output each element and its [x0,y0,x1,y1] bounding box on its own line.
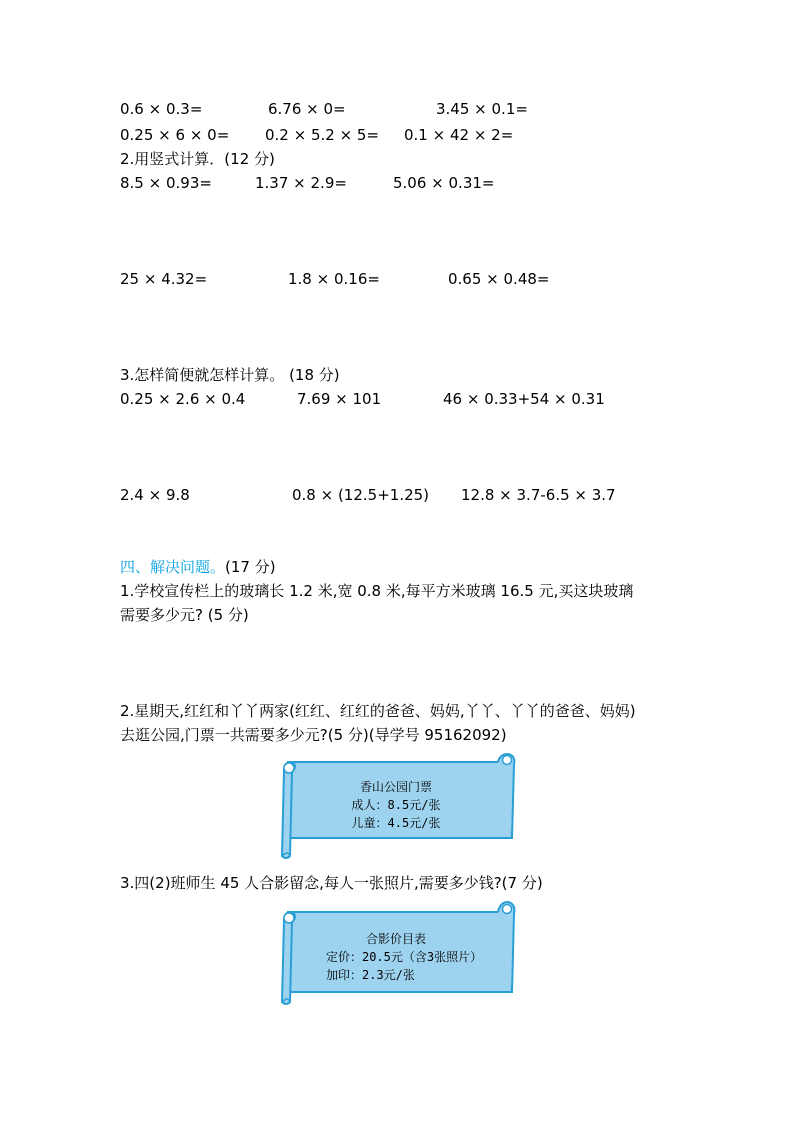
q3-row2-item3: 12.8 × 3.7-6.5 × 3.7 [461,486,616,504]
oral-row2-item1: 0.25 × 6 × 0= [120,126,230,144]
q2-row2-item2: 1.8 × 0.16= [288,270,380,288]
q2-row1-item3: 5.06 × 0.31= [393,174,495,192]
price-list-extra: 加印：2.3元/张 [326,968,415,982]
oral-row1-item2: 6.76 × 0= [268,100,346,118]
q2-row2-item3: 0.65 × 0.48= [448,270,550,288]
q3-row1-item3: 46 × 0.33+54 × 0.31 [443,390,605,408]
problem2-line2: 去逛公园,门票一共需要多少元?(5 分)(导学号 95162092) [120,726,507,744]
ticket-title: 香山公园门票 [359,780,432,794]
q3-row2-item1: 2.4 × 9.8 [120,486,190,504]
q3-row1-item1: 0.25 × 2.6 × 0.4 [120,390,246,408]
q2-row1-item1: 8.5 × 0.93= [120,174,212,192]
q3-row2-item2: 0.8 × (12.5+1.25) [292,486,430,504]
oral-row1-item1: 0.6 × 0.3= [120,100,203,118]
price-list-title: 合影价目表 [365,932,426,946]
q2-heading: 2.用竖式计算．(12 分) [120,150,275,168]
q2-row2-item1: 25 × 4.32= [120,270,208,288]
oral-row2-item2: 0.2 × 5.2 × 5= [265,126,380,144]
oral-row1-item3: 3.45 × 0.1= [436,100,528,118]
problem2-line1: 2.星期天,红红和丫丫两家(红红、红红的爸爸、妈妈,丫丫、丫丫的爸爸、妈妈) [120,702,636,720]
q3-heading: 3.怎样简便就怎样计算。 (18 分) [120,366,340,384]
problem3-line1: 3.四(2)班师生 45 人合影留念,每人一张照片,需要多少钱?(7 分) [120,874,543,892]
price-list-fixed: 定价：20.5元（含3张照片） [326,950,483,964]
ticket-child-price: 儿童：4.5元/张 [351,816,441,830]
section4-score: (17 分) [225,558,276,576]
ticket-scroll [276,752,516,862]
problem1-line1: 1.学校宣传栏上的玻璃长 1.2 米,宽 0.8 米,每平方米玻璃 16.5 元,买这块玻璃 [120,582,634,600]
q2-row1-item2: 1.37 × 2.9= [255,174,347,192]
section4-title: 四、解决问题。 [120,558,226,576]
price-list-scroll [276,898,516,1008]
q3-row1-item2: 7.69 × 101 [297,390,382,408]
section4-heading [120,557,276,577]
problem1-line2: 需要多少元? (5 分) [120,606,249,624]
oral-row2-item3: 0.1 × 42 × 2= [404,126,514,144]
ticket-adult-price: 成人：8.5元/张 [351,798,441,812]
